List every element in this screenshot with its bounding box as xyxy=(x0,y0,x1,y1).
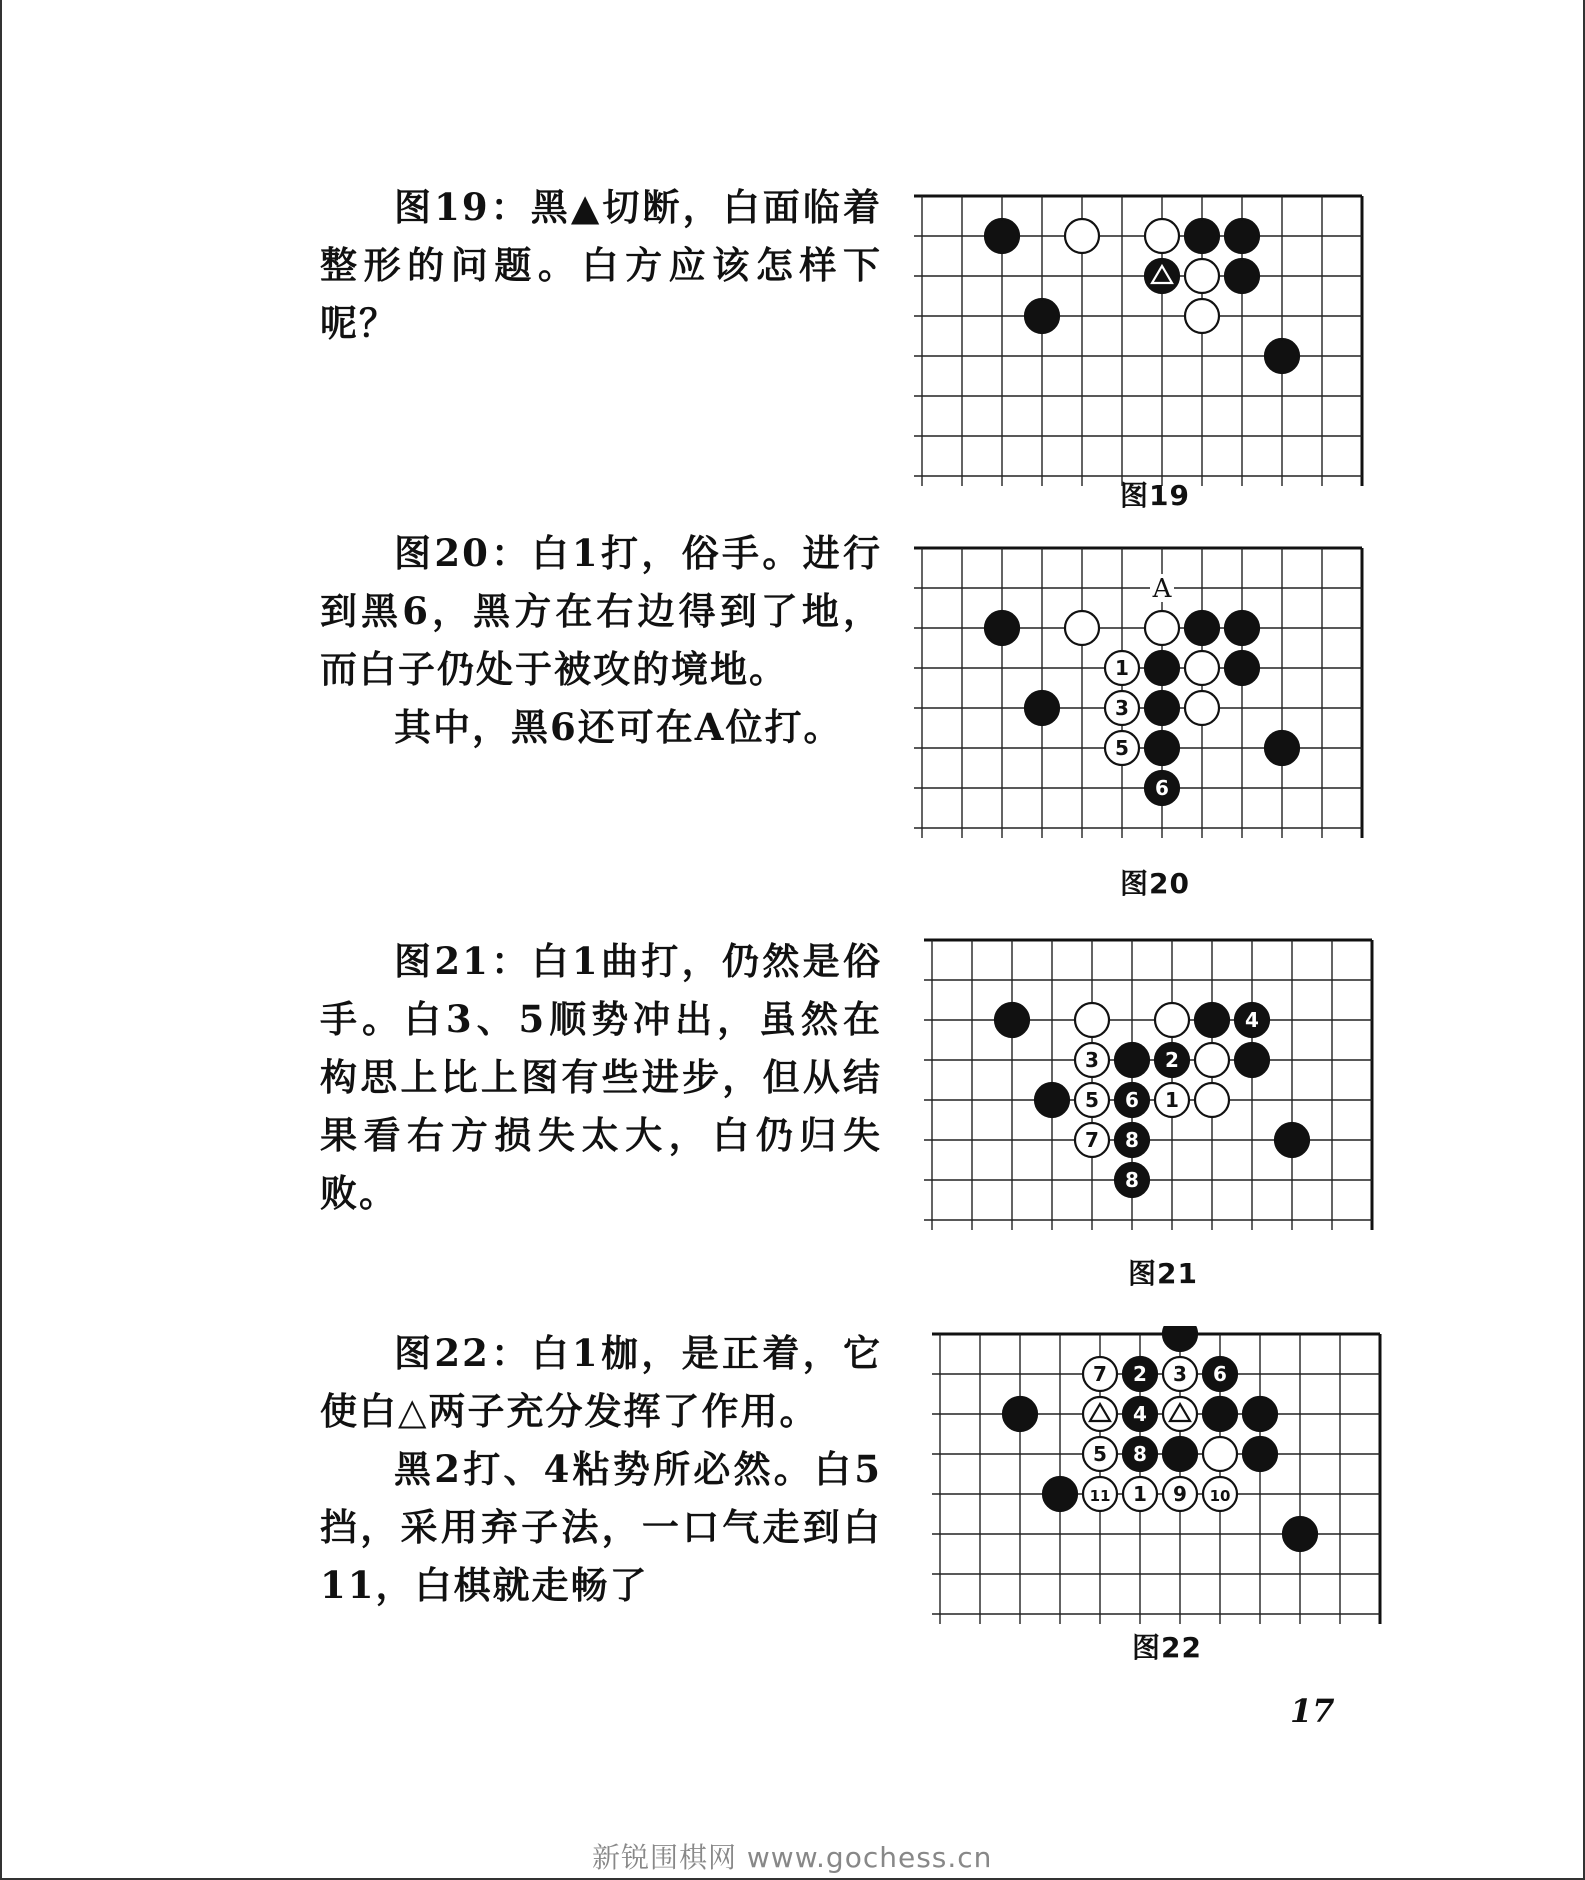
fig21-grid-svg xyxy=(924,932,1384,1234)
black-stone xyxy=(1025,691,1059,725)
page-number: 17 xyxy=(1290,1692,1335,1730)
black-stone xyxy=(1035,1083,1069,1117)
fig20-grid-svg xyxy=(914,540,1374,842)
fig21-caption: 图21 xyxy=(1128,1257,1198,1290)
stone-move-number: 4 xyxy=(1245,1008,1259,1032)
black-stone xyxy=(1283,1517,1317,1551)
black-stone xyxy=(1225,611,1259,645)
stone-move-number: 2 xyxy=(1133,1362,1147,1386)
stone-move-number: 3 xyxy=(1173,1362,1187,1386)
white-stone xyxy=(1145,611,1179,645)
black-stone xyxy=(985,611,1019,645)
black-stone xyxy=(1145,651,1179,685)
stone-move-number: 5 xyxy=(1115,736,1129,760)
black-stone xyxy=(985,219,1019,253)
stone-move-number: 6 xyxy=(1155,776,1169,800)
stone-move-number: 3 xyxy=(1115,696,1129,720)
stone-move-number: 2 xyxy=(1165,1048,1179,1072)
stone-move-number: 4 xyxy=(1133,1402,1147,1426)
black-stone xyxy=(1145,731,1179,765)
stone-move-number: 1 xyxy=(1133,1482,1147,1506)
stone-move-number: 6 xyxy=(1125,1088,1139,1112)
black-stone xyxy=(1195,1003,1229,1037)
white-stone xyxy=(1065,219,1099,253)
fig19-paragraph-1: 图19：黑▲切断，白面临着整形的问题。白方应该怎样下呢？ xyxy=(320,185,882,345)
white-stone xyxy=(1195,1043,1229,1077)
black-stone xyxy=(1043,1477,1077,1511)
black-stone xyxy=(1275,1123,1309,1157)
stone-move-number: 5 xyxy=(1093,1442,1107,1466)
black-stone xyxy=(1203,1397,1237,1431)
white-stone xyxy=(1185,691,1219,725)
stone-move-number: 10 xyxy=(1209,1487,1231,1505)
black-stone xyxy=(1243,1437,1277,1471)
white-stone xyxy=(1155,1003,1189,1037)
fig20-board xyxy=(914,540,1374,842)
fig22-paragraph-2: 黑2打、4粘势所必然。白5挡，采用弃子法，一口气走到白11，白棋就走畅了 xyxy=(320,1447,882,1607)
white-stone xyxy=(1185,651,1219,685)
stone-move-number: 3 xyxy=(1085,1048,1099,1072)
black-stone xyxy=(1225,219,1259,253)
watermark-text: 新锐围棋网 www.gochess.cn xyxy=(592,1841,993,1874)
fig21-text xyxy=(320,932,882,1222)
white-stone xyxy=(1145,219,1179,253)
black-stone xyxy=(1225,651,1259,685)
black-stone xyxy=(1185,219,1219,253)
white-stone xyxy=(1065,611,1099,645)
black-stone xyxy=(1163,1437,1197,1471)
board-point-label: A xyxy=(1152,574,1172,604)
fig22-board xyxy=(932,1326,1392,1628)
fig19-caption: 图19 xyxy=(1120,479,1190,512)
fig22-caption: 图22 xyxy=(1132,1631,1202,1664)
stone-move-number: 8 xyxy=(1125,1168,1139,1192)
fig22-paragraph-1: 图22：白1枷，是正着，它使白△两子充分发挥了作用。 xyxy=(320,1331,882,1433)
fig19-board xyxy=(914,188,1374,490)
black-stone xyxy=(1145,691,1179,725)
black-stone xyxy=(1025,299,1059,333)
white-stone xyxy=(1075,1003,1109,1037)
black-stone xyxy=(1265,339,1299,373)
black-stone xyxy=(1243,1397,1277,1431)
stone-move-number: 9 xyxy=(1173,1482,1187,1506)
white-stone xyxy=(1185,259,1219,293)
stone-move-number: 7 xyxy=(1085,1128,1099,1152)
black-stone xyxy=(1003,1397,1037,1431)
stone-move-number: 6 xyxy=(1213,1362,1227,1386)
black-stone xyxy=(995,1003,1029,1037)
fig19-text xyxy=(320,178,882,352)
black-stone xyxy=(1235,1043,1269,1077)
stone-move-number: 1 xyxy=(1115,656,1129,680)
fig19-grid-svg xyxy=(914,188,1374,490)
fig20-caption: 图20 xyxy=(1120,867,1190,900)
fig22-text xyxy=(320,1324,882,1614)
white-stone xyxy=(1185,299,1219,333)
black-stone xyxy=(1163,1326,1197,1351)
fig20-text xyxy=(320,524,882,756)
black-stone xyxy=(1225,259,1259,293)
stone-move-number: 5 xyxy=(1085,1088,1099,1112)
fig20-paragraph-2: 其中，黑6还可在A位打。 xyxy=(394,705,843,749)
fig22-grid-svg xyxy=(932,1326,1392,1628)
black-stone xyxy=(1185,611,1219,645)
black-stone xyxy=(1115,1043,1149,1077)
fig20-paragraph-1: 图20：白1打，俗手。进行到黑6，黑方在右边得到了地，而白子仍处于被攻的境地。 xyxy=(320,531,882,691)
fig21-paragraph-1: 图21：白1曲打，仍然是俗手。白3、5顺势冲出，虽然在构思上比上图有些进步，但从结果看右方损失太大，白仍归失败。 xyxy=(320,939,882,1215)
stone-move-number: 8 xyxy=(1125,1128,1139,1152)
stone-move-number: 11 xyxy=(1089,1487,1111,1505)
fig21-board xyxy=(924,932,1384,1234)
stone-move-number: 8 xyxy=(1133,1442,1147,1466)
black-stone xyxy=(1265,731,1299,765)
white-stone xyxy=(1203,1437,1237,1471)
stone-move-number: 1 xyxy=(1165,1088,1179,1112)
white-stone xyxy=(1195,1083,1229,1117)
stone-move-number: 7 xyxy=(1093,1362,1107,1386)
